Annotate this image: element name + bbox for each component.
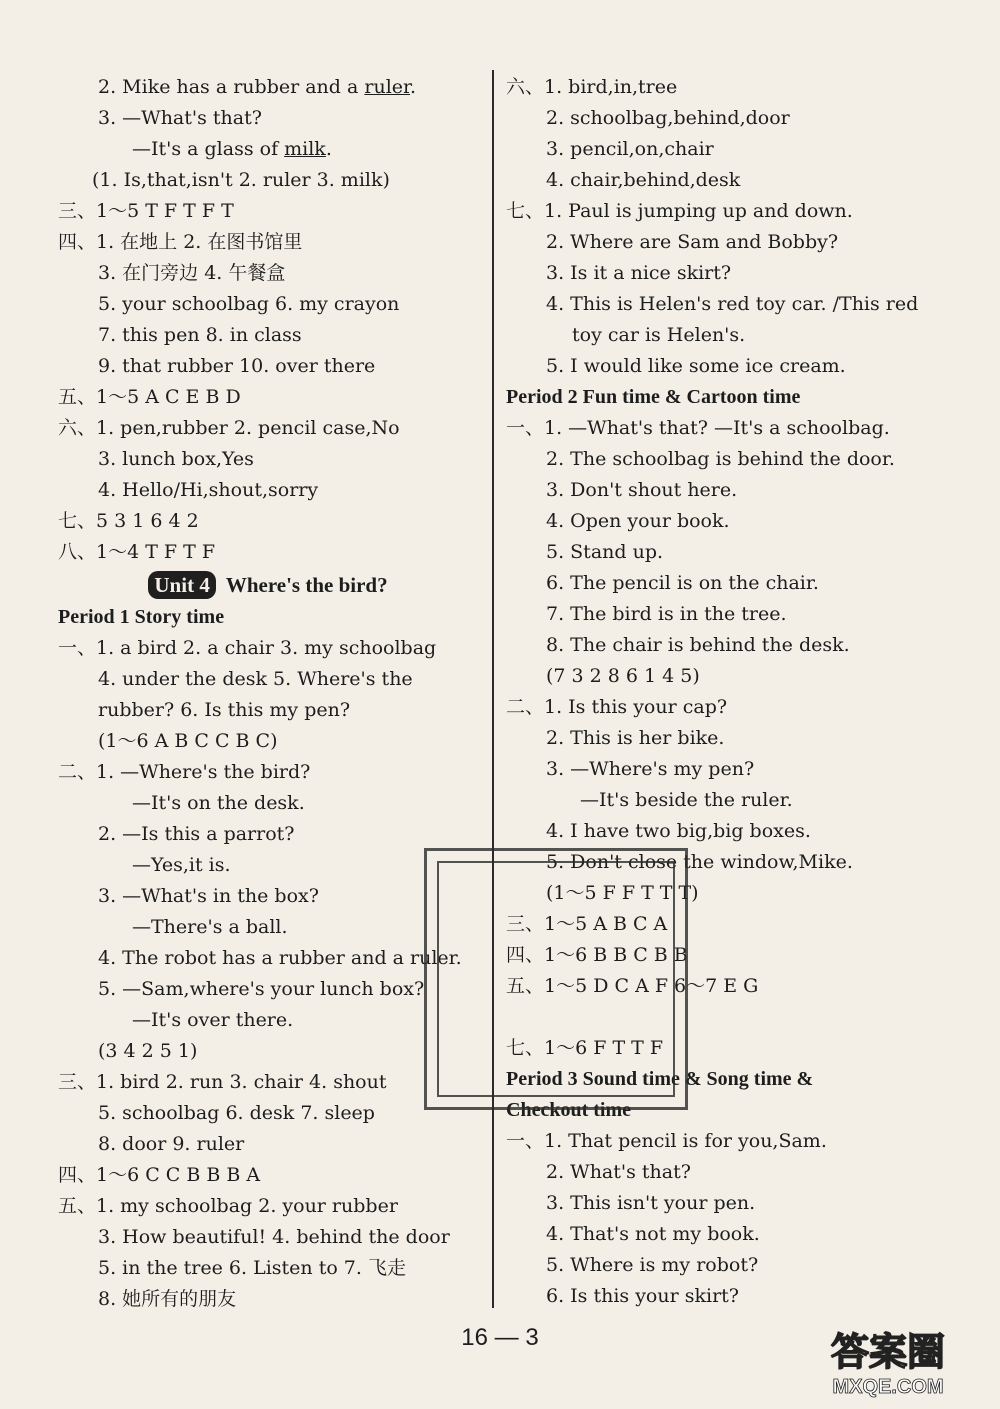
answer-line: 8. door 9. ruler [98,1133,245,1155]
punctuation: . [410,76,417,98]
answer-line: 二、1. Is this your cap? [506,696,728,718]
answer-line: (7 3 2 8 6 1 4 5) [546,665,700,687]
answer-line: 八、1～4 T F T F [58,541,216,563]
answer-line: 4. The robot has a rubber and a ruler. [98,947,462,969]
answer-line: 2. Where are Sam and Bobby? [546,231,839,253]
answer-line: —There's a ball. [132,916,288,938]
answer-line: 五、1～5 D C A F 6～7 E G [506,975,759,997]
answer-line: toy car is Helen's. [572,324,746,346]
answer-line: (3 4 2 5 1) [98,1040,198,1062]
answer-line: 3. lunch box,Yes [98,448,254,470]
period-heading-cont: Checkout time [506,1099,631,1121]
answer-line: 3. —What's in the box? [98,885,319,907]
answer-line: 六、1. pen,rubber 2. pencil case,No [58,417,400,439]
answer-line: (1～6 A B C C B C) [98,730,278,752]
answer-line: 四、1. 在地上 2. 在图书馆里 [58,231,303,253]
answer-line: 7. this pen 8. in class [98,324,302,346]
watermark-stamp [424,848,688,1110]
period-heading: Period 1 Story time [58,606,225,628]
watermark-url: MXQE.COM [832,1376,944,1398]
answer-line: 五、1. my schoolbag 2. your rubber [58,1195,398,1217]
answer-line: 2. The schoolbag is behind the door. [546,448,895,470]
answer-line: 5. your schoolbag 6. my crayon [98,293,400,315]
underlined-word: ruler [364,76,411,98]
answer-line: 四、1～6 B B C B B [506,944,688,966]
period-heading: Period 2 Fun time & Cartoon time [506,386,801,408]
watermark-text: 答案圈 [830,1330,946,1374]
answer-line: (1. Is,that,isn't 2. ruler 3. milk) [92,169,390,191]
answer-line: 3. 在门旁边 4. 午餐盒 [98,262,286,284]
answer-line: 七、1. Paul is jumping up and down. [506,200,853,222]
answer-line: 3. This isn't your pen. [546,1192,756,1214]
answer-line: rubber? 6. Is this my pen? [98,699,351,721]
answer-line: (1～5 F F T T T) [546,882,699,904]
answer-line: 七、1～6 F T T F [506,1037,664,1059]
answer-line: 一、1. a bird 2. a chair 3. my schoolbag [58,637,437,659]
answer-line: —Yes,it is. [132,854,231,876]
answer-line: 2. —Is this a parrot? [98,823,295,845]
underlined-word: milk [284,138,326,160]
answer-line: 一、1. —What's that? —It's a schoolbag. [506,417,890,439]
unit-heading [58,568,478,602]
answer-line: 4. This is Helen's red toy car. /This red [546,293,919,315]
unit-title: Where's the bird? [225,573,388,597]
answer-line: 3. —What's that? [98,107,262,129]
answer-line: 2. What's that? [546,1161,691,1183]
answer-line: 4. under the desk 5. Where's the [98,668,413,690]
answer-line: 三、1～5 A B C A [506,913,668,935]
answer-line: 5. schoolbag 6. desk 7. sleep [98,1102,375,1124]
answer-line: 4. That's not my book. [546,1223,760,1245]
answer-line: 6. The pencil is on the chair. [546,572,819,594]
watermark-logo [788,1321,988,1401]
answer-line: 5. —Sam,where's your lunch box? [98,978,425,1000]
answer-line: 2. schoolbag,behind,door [546,107,790,129]
answer-line: —It's on the desk. [132,792,305,814]
answer-line: 9. that rubber 10. over there [98,355,376,377]
column-divider [492,70,494,1308]
answer-line: 5. Where is my robot? [546,1254,759,1276]
answer-line: 4. chair,behind,desk [546,169,741,191]
answer-line: 4. I have two big,big boxes. [546,820,811,842]
answer-line: 5. Don't close the window,Mike. [546,851,853,873]
answer-text: 2. Mike has a rubber and a [98,76,365,98]
answer-line: 一、1. That pencil is for you,Sam. [506,1130,827,1152]
answer-line: 5. in the tree 6. Listen to 7. 飞走 [98,1257,406,1279]
answer-line: 3. Don't shout here. [546,479,738,501]
answer-line: 六、1. bird,in,tree [506,76,678,98]
answer-line: 3. Is it a nice skirt? [546,262,732,284]
answer-line: 5. Stand up. [546,541,664,563]
answer-text: —It's a glass of [132,138,285,160]
unit-badge: Unit 4 [148,571,215,599]
answer-line: 3. —Where's my pen? [546,758,755,780]
answer-line: 二、1. —Where's the bird? [58,761,311,783]
answer-line: 4. Hello/Hi,shout,sorry [98,479,319,501]
answer-line: 5. I would like some ice cream. [546,355,846,377]
answer-line: 三、1. bird 2. run 3. chair 4. shout [58,1071,387,1093]
answer-line: 2. This is her bike. [546,727,725,749]
answer-line: 3. How beautiful! 4. behind the door [98,1226,450,1248]
answer-line: —It's beside the ruler. [580,789,793,811]
answer-line [58,134,478,165]
answer-line: 7. The bird is in the tree. [546,603,787,625]
page-number: 16 — 3 [461,1324,539,1351]
punctuation: . [325,138,332,160]
answer-line: —It's over there. [132,1009,294,1031]
answer-line: 四、1～6 C C B B B A [58,1164,261,1186]
left-column [58,72,478,1315]
answer-line: 6. Is this your skirt? [546,1285,739,1307]
answer-line: 五、1～5 A C E B D [58,386,241,408]
answer-line [58,72,478,103]
right-column [506,72,942,1312]
answer-line: 8. 她所有的朋友 [98,1288,237,1310]
period-heading: Period 3 Sound time & Song time & [506,1068,814,1090]
stamp-inner-border [437,861,675,1097]
answer-line: 4. Open your book. [546,510,730,532]
answer-line: 3. pencil,on,chair [546,138,714,160]
answer-line: 8. The chair is behind the desk. [546,634,850,656]
answer-line: 七、5 3 1 6 4 2 [58,510,199,532]
answer-line: 三、1～5 T F T F T [58,200,234,222]
